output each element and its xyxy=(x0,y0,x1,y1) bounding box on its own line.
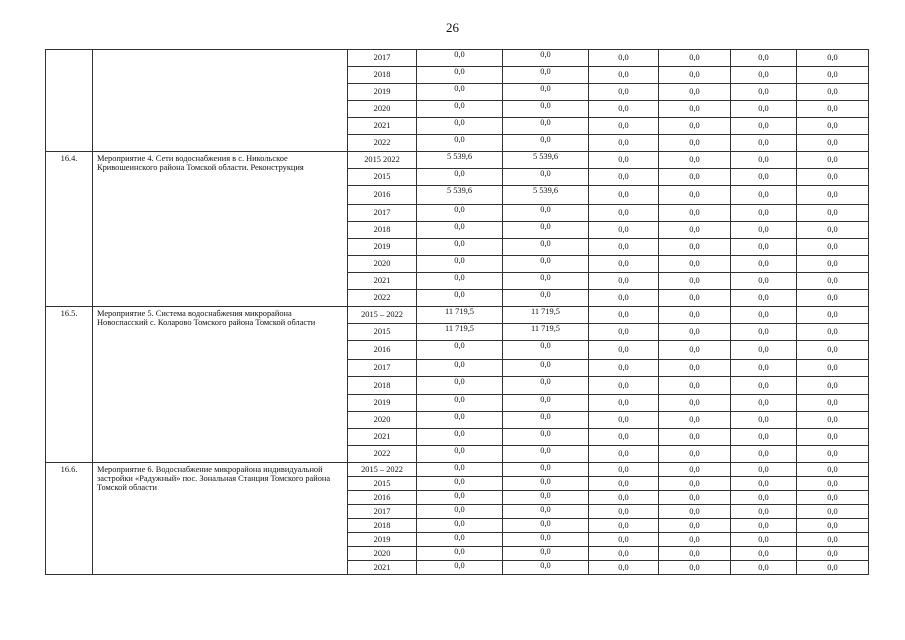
value-cell: 0,0 xyxy=(731,395,797,412)
value-cell: 0,0 xyxy=(659,429,731,446)
value-cell: 0,0 xyxy=(503,169,589,186)
value-cell: 0,0 xyxy=(589,446,659,463)
value-cell: 0,0 xyxy=(731,360,797,377)
page-number: 26 xyxy=(446,20,459,35)
value-cell: 0,0 xyxy=(797,205,869,222)
value-cell: 0,0 xyxy=(503,341,589,360)
value-cell: 0,0 xyxy=(589,290,659,307)
value-cell: 0,0 xyxy=(503,429,589,446)
year-cell: 2022 xyxy=(348,135,417,152)
value-cell: 0,0 xyxy=(589,307,659,324)
value-cell: 0,0 xyxy=(659,101,731,118)
value-cell: 0,0 xyxy=(797,491,869,505)
value-cell: 0,0 xyxy=(417,463,503,477)
value-cell: 0,0 xyxy=(417,477,503,491)
value-cell: 0,0 xyxy=(731,169,797,186)
year-cell: 2021 xyxy=(348,273,417,290)
value-cell: 0,0 xyxy=(417,101,503,118)
funding-table xyxy=(45,49,869,575)
value-cell: 0,0 xyxy=(417,290,503,307)
value-cell: 0,0 xyxy=(659,561,731,575)
value-cell: 0,0 xyxy=(797,412,869,429)
year-cell: 2017 xyxy=(348,360,417,377)
value-cell: 0,0 xyxy=(417,377,503,395)
value-cell: 0,0 xyxy=(417,50,503,67)
table-row xyxy=(46,152,869,169)
value-cell: 0,0 xyxy=(659,307,731,324)
value-cell: 0,0 xyxy=(797,505,869,519)
value-cell: 0,0 xyxy=(659,519,731,533)
value-cell: 0,0 xyxy=(589,360,659,377)
measure-number xyxy=(46,50,93,152)
value-cell: 0,0 xyxy=(589,67,659,84)
value-cell: 0,0 xyxy=(659,377,731,395)
value-cell: 11 719,5 xyxy=(417,324,503,341)
value-cell: 0,0 xyxy=(503,446,589,463)
value-cell: 0,0 xyxy=(503,273,589,290)
value-cell: 0,0 xyxy=(417,519,503,533)
value-cell: 0,0 xyxy=(417,561,503,575)
value-cell: 0,0 xyxy=(731,50,797,67)
value-cell: 0,0 xyxy=(797,67,869,84)
year-cell: 2019 xyxy=(348,84,417,101)
value-cell: 0,0 xyxy=(659,412,731,429)
value-cell: 0,0 xyxy=(417,256,503,273)
value-cell: 0,0 xyxy=(417,533,503,547)
value-cell: 11 719,5 xyxy=(503,307,589,324)
value-cell: 0,0 xyxy=(797,341,869,360)
value-cell: 0,0 xyxy=(659,505,731,519)
year-cell: 2015 xyxy=(348,324,417,341)
value-cell: 0,0 xyxy=(417,169,503,186)
value-cell: 0,0 xyxy=(503,505,589,519)
year-cell: 2016 xyxy=(348,491,417,505)
year-cell: 2021 xyxy=(348,429,417,446)
year-cell: 2019 xyxy=(348,395,417,412)
table-row xyxy=(46,307,869,324)
value-cell: 0,0 xyxy=(503,67,589,84)
value-cell: 0,0 xyxy=(589,169,659,186)
value-cell: 0,0 xyxy=(797,152,869,169)
value-cell: 0,0 xyxy=(659,118,731,135)
value-cell: 0,0 xyxy=(659,491,731,505)
value-cell: 0,0 xyxy=(731,118,797,135)
year-cell: 2020 xyxy=(348,256,417,273)
value-cell: 0,0 xyxy=(589,205,659,222)
value-cell: 0,0 xyxy=(797,561,869,575)
value-cell: 11 719,5 xyxy=(417,307,503,324)
value-cell: 0,0 xyxy=(731,186,797,205)
measure-name xyxy=(93,50,348,152)
measure-number: 16.5. xyxy=(46,307,93,463)
table-row xyxy=(46,463,869,477)
year-cell: 2018 xyxy=(348,377,417,395)
value-cell: 0,0 xyxy=(503,477,589,491)
value-cell: 0,0 xyxy=(731,152,797,169)
value-cell: 0,0 xyxy=(417,412,503,429)
value-cell: 0,0 xyxy=(589,429,659,446)
value-cell: 0,0 xyxy=(659,84,731,101)
value-cell: 0,0 xyxy=(797,533,869,547)
value-cell: 0,0 xyxy=(659,256,731,273)
value-cell: 0,0 xyxy=(503,377,589,395)
value-cell: 0,0 xyxy=(731,101,797,118)
value-cell: 0,0 xyxy=(659,205,731,222)
year-cell: 2022 xyxy=(348,446,417,463)
value-cell: 0,0 xyxy=(731,324,797,341)
value-cell: 0,0 xyxy=(503,547,589,561)
value-cell: 0,0 xyxy=(731,222,797,239)
value-cell: 0,0 xyxy=(417,67,503,84)
value-cell: 0,0 xyxy=(731,377,797,395)
value-cell: 0,0 xyxy=(589,152,659,169)
value-cell: 0,0 xyxy=(731,429,797,446)
value-cell: 0,0 xyxy=(417,222,503,239)
year-cell: 2019 xyxy=(348,533,417,547)
value-cell: 0,0 xyxy=(589,324,659,341)
value-cell: 0,0 xyxy=(503,50,589,67)
value-cell: 0,0 xyxy=(589,118,659,135)
value-cell: 0,0 xyxy=(797,135,869,152)
value-cell: 0,0 xyxy=(503,84,589,101)
value-cell: 0,0 xyxy=(659,547,731,561)
value-cell: 0,0 xyxy=(659,50,731,67)
value-cell: 0,0 xyxy=(589,412,659,429)
value-cell: 0,0 xyxy=(797,222,869,239)
value-cell: 0,0 xyxy=(659,135,731,152)
value-cell: 0,0 xyxy=(589,505,659,519)
value-cell: 0,0 xyxy=(731,205,797,222)
value-cell: 0,0 xyxy=(659,273,731,290)
value-cell: 0,0 xyxy=(731,446,797,463)
year-cell: 2017 xyxy=(348,50,417,67)
value-cell: 0,0 xyxy=(503,135,589,152)
value-cell: 0,0 xyxy=(731,67,797,84)
value-cell: 0,0 xyxy=(797,239,869,256)
value-cell: 0,0 xyxy=(503,463,589,477)
value-cell: 5 539,6 xyxy=(503,152,589,169)
value-cell: 0,0 xyxy=(797,360,869,377)
value-cell: 0,0 xyxy=(731,307,797,324)
value-cell: 0,0 xyxy=(417,273,503,290)
value-cell: 0,0 xyxy=(659,477,731,491)
value-cell: 0,0 xyxy=(731,84,797,101)
year-cell: 2018 xyxy=(348,222,417,239)
value-cell: 0,0 xyxy=(417,395,503,412)
value-cell: 0,0 xyxy=(417,205,503,222)
year-cell: 2020 xyxy=(348,412,417,429)
measure-number: 16.6. xyxy=(46,463,93,575)
value-cell: 0,0 xyxy=(659,341,731,360)
value-cell: 0,0 xyxy=(503,205,589,222)
year-cell: 2015 – 2022 xyxy=(348,463,417,477)
measure-name: Мероприятие 4. Сети водоснабжения в с. Никольское Кривошеинского района Томской области. Реконструкция xyxy=(93,152,348,307)
value-cell: 0,0 xyxy=(797,186,869,205)
year-cell: 2018 xyxy=(348,519,417,533)
value-cell: 0,0 xyxy=(659,290,731,307)
value-cell: 0,0 xyxy=(503,101,589,118)
table-row xyxy=(46,50,869,67)
value-cell: 0,0 xyxy=(589,463,659,477)
year-cell: 2016 xyxy=(348,186,417,205)
value-cell: 0,0 xyxy=(503,118,589,135)
value-cell: 0,0 xyxy=(417,239,503,256)
value-cell: 0,0 xyxy=(417,360,503,377)
value-cell: 0,0 xyxy=(417,429,503,446)
value-cell: 0,0 xyxy=(797,101,869,118)
value-cell: 0,0 xyxy=(659,186,731,205)
value-cell: 0,0 xyxy=(797,290,869,307)
value-cell: 0,0 xyxy=(731,491,797,505)
value-cell: 0,0 xyxy=(589,377,659,395)
value-cell: 0,0 xyxy=(797,547,869,561)
value-cell: 0,0 xyxy=(417,491,503,505)
value-cell: 0,0 xyxy=(503,519,589,533)
value-cell: 0,0 xyxy=(659,222,731,239)
year-cell: 2015 – 2022 xyxy=(348,307,417,324)
value-cell: 0,0 xyxy=(731,341,797,360)
value-cell: 0,0 xyxy=(503,256,589,273)
value-cell: 0,0 xyxy=(589,186,659,205)
value-cell: 0,0 xyxy=(589,491,659,505)
value-cell: 0,0 xyxy=(417,446,503,463)
year-cell: 2020 xyxy=(348,547,417,561)
value-cell: 0,0 xyxy=(503,360,589,377)
year-cell: 2015 xyxy=(348,477,417,491)
value-cell: 0,0 xyxy=(797,169,869,186)
value-cell: 0,0 xyxy=(589,395,659,412)
value-cell: 0,0 xyxy=(659,169,731,186)
value-cell: 0,0 xyxy=(797,50,869,67)
value-cell: 0,0 xyxy=(503,412,589,429)
measure-number: 16.4. xyxy=(46,152,93,307)
value-cell: 0,0 xyxy=(589,341,659,360)
value-cell: 0,0 xyxy=(589,101,659,118)
value-cell: 0,0 xyxy=(589,561,659,575)
value-cell: 0,0 xyxy=(731,561,797,575)
year-cell: 2017 xyxy=(348,505,417,519)
value-cell: 0,0 xyxy=(589,477,659,491)
value-cell: 0,0 xyxy=(417,341,503,360)
year-cell: 2015 xyxy=(348,169,417,186)
value-cell: 0,0 xyxy=(659,533,731,547)
value-cell: 0,0 xyxy=(503,239,589,256)
value-cell: 0,0 xyxy=(731,256,797,273)
value-cell: 0,0 xyxy=(659,324,731,341)
year-cell: 2020 xyxy=(348,101,417,118)
value-cell: 0,0 xyxy=(589,84,659,101)
year-cell: 2022 xyxy=(348,290,417,307)
value-cell: 0,0 xyxy=(503,533,589,547)
value-cell: 0,0 xyxy=(797,118,869,135)
value-cell: 0,0 xyxy=(417,505,503,519)
value-cell: 5 539,6 xyxy=(417,186,503,205)
value-cell: 0,0 xyxy=(797,519,869,533)
value-cell: 0,0 xyxy=(797,84,869,101)
value-cell: 0,0 xyxy=(589,273,659,290)
value-cell: 0,0 xyxy=(731,533,797,547)
value-cell: 0,0 xyxy=(589,519,659,533)
value-cell: 0,0 xyxy=(659,67,731,84)
value-cell: 0,0 xyxy=(659,446,731,463)
value-cell: 0,0 xyxy=(659,152,731,169)
value-cell: 0,0 xyxy=(589,222,659,239)
value-cell: 0,0 xyxy=(731,505,797,519)
value-cell: 0,0 xyxy=(589,256,659,273)
year-cell: 2021 xyxy=(348,118,417,135)
value-cell: 0,0 xyxy=(731,239,797,256)
value-cell: 0,0 xyxy=(589,533,659,547)
value-cell: 0,0 xyxy=(797,377,869,395)
value-cell: 0,0 xyxy=(659,463,731,477)
year-cell: 2018 xyxy=(348,67,417,84)
year-cell: 2021 xyxy=(348,561,417,575)
value-cell: 0,0 xyxy=(417,547,503,561)
value-cell: 0,0 xyxy=(503,222,589,239)
value-cell: 0,0 xyxy=(797,324,869,341)
value-cell: 0,0 xyxy=(589,50,659,67)
value-cell: 0,0 xyxy=(503,491,589,505)
value-cell: 0,0 xyxy=(797,273,869,290)
value-cell: 0,0 xyxy=(731,519,797,533)
value-cell: 0,0 xyxy=(797,395,869,412)
value-cell: 0,0 xyxy=(659,239,731,256)
value-cell: 0,0 xyxy=(503,290,589,307)
year-cell: 2017 xyxy=(348,205,417,222)
value-cell: 11 719,5 xyxy=(503,324,589,341)
value-cell: 0,0 xyxy=(797,477,869,491)
measure-name: Мероприятие 6. Водоснабжение микрорайона индивидуальной застройки «Радужный» пос. Зональная Станция Томского района Томской области xyxy=(93,463,348,575)
year-cell: 2015 2022 xyxy=(348,152,417,169)
value-cell: 0,0 xyxy=(731,463,797,477)
year-cell: 2016 xyxy=(348,341,417,360)
value-cell: 0,0 xyxy=(589,135,659,152)
value-cell: 0,0 xyxy=(731,547,797,561)
value-cell: 0,0 xyxy=(659,360,731,377)
value-cell: 0,0 xyxy=(417,135,503,152)
year-cell: 2019 xyxy=(348,239,417,256)
value-cell: 0,0 xyxy=(731,273,797,290)
value-cell: 0,0 xyxy=(589,547,659,561)
value-cell: 0,0 xyxy=(731,477,797,491)
value-cell: 0,0 xyxy=(797,446,869,463)
measure-name: Мероприятие 5. Система водоснабжения микрорайона Новоспасский с. Коларово Томского района Томской области xyxy=(93,307,348,463)
value-cell: 5 539,6 xyxy=(503,186,589,205)
value-cell: 0,0 xyxy=(797,429,869,446)
value-cell: 0,0 xyxy=(797,463,869,477)
value-cell: 0,0 xyxy=(797,307,869,324)
value-cell: 0,0 xyxy=(417,84,503,101)
value-cell: 0,0 xyxy=(659,395,731,412)
value-cell: 0,0 xyxy=(589,239,659,256)
value-cell: 0,0 xyxy=(503,561,589,575)
value-cell: 0,0 xyxy=(417,118,503,135)
value-cell: 5 539,6 xyxy=(417,152,503,169)
value-cell: 0,0 xyxy=(731,290,797,307)
value-cell: 0,0 xyxy=(731,412,797,429)
value-cell: 0,0 xyxy=(731,135,797,152)
value-cell: 0,0 xyxy=(503,395,589,412)
value-cell: 0,0 xyxy=(797,256,869,273)
